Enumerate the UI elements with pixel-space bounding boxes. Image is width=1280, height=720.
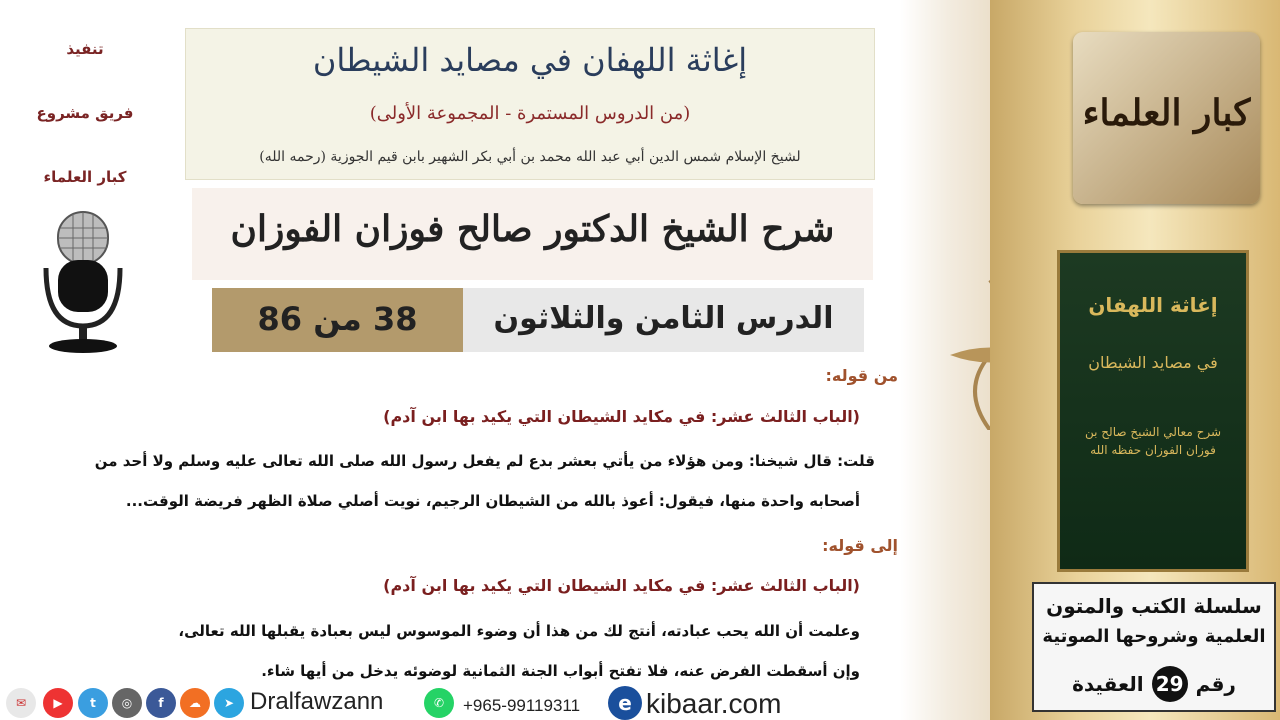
paragraph-2b: وإن أسقطت الفرض عنه، فلا تفتح أبواب الجنة الثمانية لوضوئه يدخل من أيها شاء. <box>261 662 860 680</box>
kibaar-logo <box>1073 32 1260 204</box>
gmail-icon[interactable]: ✉ <box>6 688 36 718</box>
lesson-count: 38 من 86 <box>257 300 418 338</box>
phone-number[interactable]: +965-99119311 <box>463 696 581 715</box>
book-cover-author: شرح معالي الشيخ صالح بن فوزان الفوزان حفظه الله <box>1085 425 1221 457</box>
instagram-icon[interactable]: ◎ <box>112 688 142 718</box>
series-line-1: سلسلة الكتب والمتون <box>1046 594 1262 618</box>
social-handle[interactable]: Dralfawzann <box>250 688 384 715</box>
website-link[interactable]: kibaar.com <box>646 688 782 719</box>
logo-text: كبار العلماء <box>1082 92 1251 134</box>
book-cover <box>1057 250 1249 572</box>
book-cover-subtitle: في مصايد الشيطان <box>1088 353 1218 372</box>
chapter-heading-1: (الباب الثالث عشر: في مكايد الشيطان التي يكيد بها ابن آدم) <box>383 407 860 426</box>
whatsapp-icon[interactable]: ✆ <box>424 688 454 718</box>
credit-line-2: فريق مشروع <box>36 104 134 122</box>
credit-line-1: تنفيذ <box>66 40 104 58</box>
twitter-icon[interactable]: t <box>78 688 108 718</box>
telegram-icon[interactable]: ➤ <box>214 688 244 718</box>
youtube-icon[interactable]: ▶ <box>43 688 73 718</box>
to-label: إلى قوله: <box>822 536 898 555</box>
from-label: من قوله: <box>825 366 898 385</box>
lesson-panel <box>463 288 864 352</box>
book-author: لشيخ الإسلام شمس الدين أبي عبد الله محمد بن أبي بكر الشهير بابن قيم الجوزية (رحمه الله) <box>259 149 801 165</box>
paragraph-1b: أصحابه واحدة منها، فيقول: أعوذ بالله من الشيطان الرجيم، نويت أصلي صلاة الظهر فريضة الوقت... <box>125 492 860 510</box>
ekibaar-logo-icon[interactable]: e <box>608 686 642 720</box>
paragraph-1a: قلت: قال شيخنا: ومن هؤلاء من يأتي بعشر بدع لم يفعل رسول الله صلى الله تعالى عليه وسلم ولا أحد من <box>94 452 875 470</box>
series-label: رقم <box>1195 672 1236 696</box>
chapter-heading-2: (الباب الثالث عشر: في مكايد الشيطان التي يكيد بها ابن آدم) <box>383 576 860 595</box>
lesson-count-panel <box>212 288 463 352</box>
title-panel <box>185 28 875 180</box>
microphone-icon <box>38 208 128 356</box>
book-subtitle: (من الدروس المستمرة - المجموعة الأولى) <box>369 103 691 124</box>
series-number: 29 <box>1152 666 1188 702</box>
lesson-name: الدرس الثامن والثلاثون <box>493 301 834 336</box>
series-category: العقيدة <box>1072 672 1144 696</box>
paragraph-2a: وعلمت أن الله يحب عبادته، أنتج لك من هذا أن وضوء الموسوس ليس بعبادة يقبلها الله تعالى، <box>178 622 860 640</box>
series-line-2: العلمية وشروحها الصوتية <box>1042 626 1266 647</box>
series-panel <box>1032 582 1276 712</box>
sharh-panel <box>192 188 873 280</box>
facebook-icon[interactable]: f <box>146 688 176 718</box>
credit-line-3: كبار العلماء <box>43 168 127 186</box>
soundcloud-icon[interactable]: ☁ <box>180 688 210 718</box>
series-line-3 <box>1034 666 1274 702</box>
book-title: إغاثة اللهفان في مصايد الشيطان <box>312 41 748 79</box>
book-cover-title: إغاثة اللهفان <box>1088 293 1218 317</box>
sharh-title: شرح الشيخ الدكتور صالح فوزان الفوزان <box>230 208 835 250</box>
